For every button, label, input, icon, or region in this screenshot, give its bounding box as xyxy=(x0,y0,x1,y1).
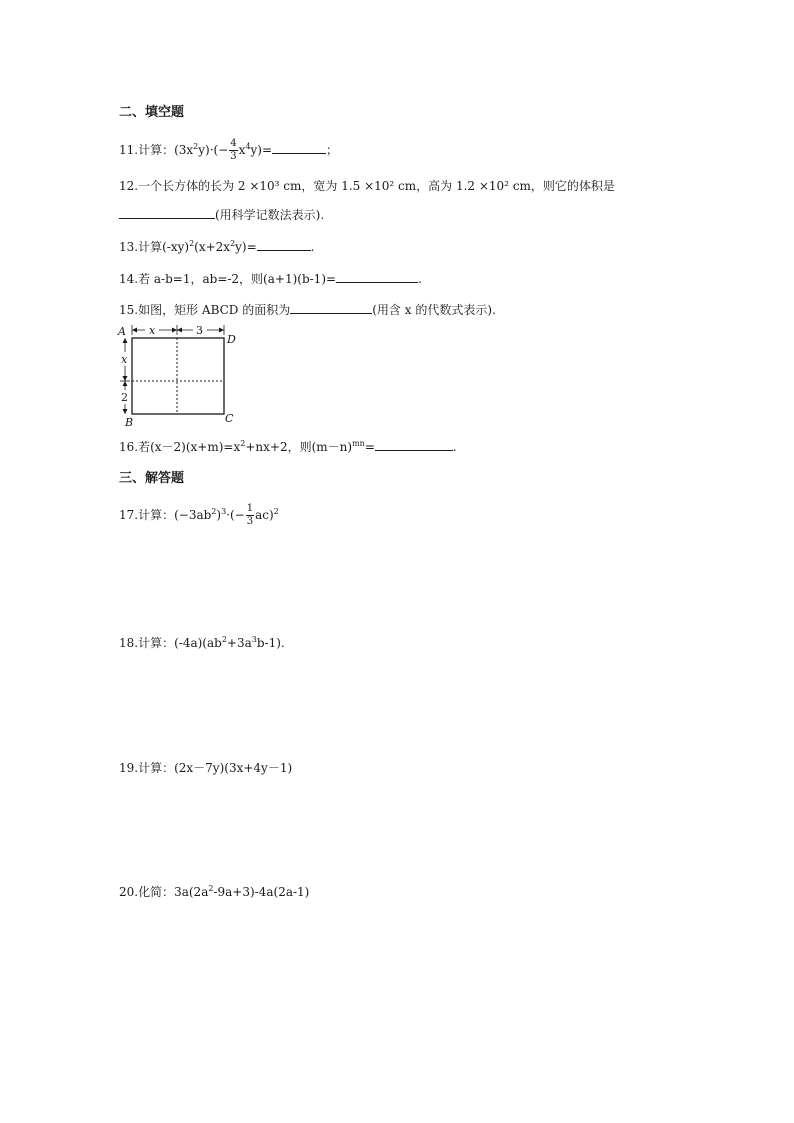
label-side-2: 2 xyxy=(121,391,128,404)
vertex-c: C xyxy=(225,412,234,425)
answer-blank[interactable] xyxy=(290,302,372,314)
rectangle-outline xyxy=(132,338,224,414)
question-14: 14.若 a-b=1，ab=-2，则(a+1)(b-1)= . xyxy=(119,272,422,286)
answer-blank[interactable] xyxy=(375,439,453,451)
section-heading-answer: 三、解答题 xyxy=(119,471,185,486)
answer-blank[interactable] xyxy=(272,142,326,154)
question-12: 12.一个长方体的长为 2 ×10³ cm，宽为 1.5 ×10² cm，高为 1.2 ×10² cm，则它的体积是 xyxy=(119,179,615,193)
question-16: 16.若$(x-2)(x+m)=x^2+nx+2$，则$(m-n)^{mn}=$ . xyxy=(119,439,457,454)
vertex-d: D xyxy=(227,333,236,346)
question-17: 17.计算：$(-3ab^2)^3\cdot(-$ $\frac{1}{3}$ ac)$^2$ xyxy=(119,503,279,527)
question-19: 19.计算：(2x－7y)(3x+4y－1) xyxy=(119,761,293,775)
vertex-a: A xyxy=(118,325,126,338)
answer-blank[interactable] xyxy=(119,207,215,219)
question-12-line2: (用科学记数法表示). xyxy=(119,206,324,223)
vertex-b: B xyxy=(125,416,134,429)
label-top-3: 3 xyxy=(196,324,203,337)
question-13: 13.计算$(-xy)^2(x+2x^2y)=$ . xyxy=(119,239,315,254)
question-15: 15.如图，矩形 ABCD 的面积为 (用含 x 的代数式表示). xyxy=(119,303,496,317)
answer-blank[interactable] xyxy=(257,239,311,251)
label-side-x: x xyxy=(121,353,128,366)
fraction-4-3: $\frac{4}{3}$ xyxy=(230,138,237,162)
label-top-x: x xyxy=(149,324,156,337)
section-heading-fill-in: 二、填空题 xyxy=(119,105,185,120)
question-18: 18.计算：$(-4a)(ab^2+3a^3b-1)$. xyxy=(119,635,285,650)
answer-blank[interactable] xyxy=(336,271,418,283)
question-20: 20.化简：$3a(2a^2-9a+3)-4a(2a-1)$ xyxy=(119,884,310,899)
rectangle-abcd-figure xyxy=(116,322,246,430)
question-11: 11.计算：$(3x^2y)\cdot(-$ $\frac{4}{3}$ $x^4y)=$ ； xyxy=(119,138,339,162)
fraction-1-3: $\frac{1}{3}$ xyxy=(246,503,254,527)
